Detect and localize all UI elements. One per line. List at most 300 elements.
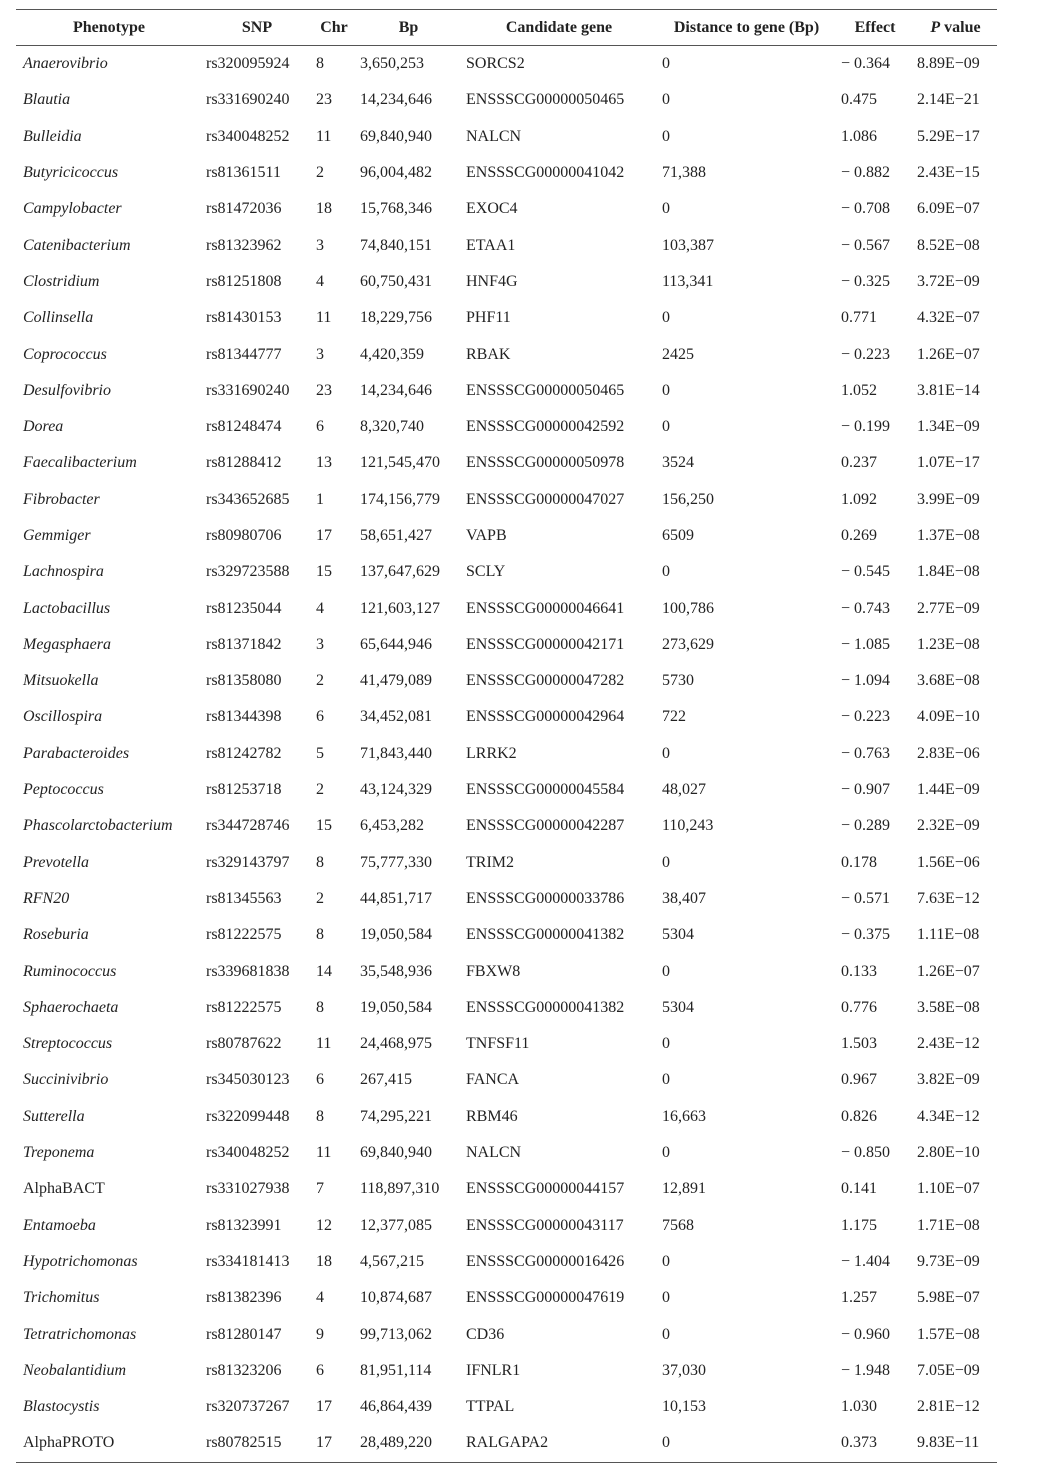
cell-effect: 1.257	[841, 1289, 877, 1307]
table-row	[16, 627, 997, 663]
cell-distance: 0	[662, 1325, 670, 1343]
table-row	[16, 1026, 997, 1062]
cell-chr: 2	[316, 781, 324, 799]
cell-chr: 17	[316, 1434, 332, 1452]
cell-chr: 15	[316, 563, 332, 581]
header-p-value	[914, 10, 997, 46]
cell-snp: rs81280147	[206, 1325, 282, 1343]
cell-candidate-gene: RBM46	[466, 1107, 518, 1125]
cell-phenotype: Entamoeba	[23, 1216, 96, 1234]
header-chr: Chr	[320, 18, 348, 36]
cell-snp: rs329723588	[206, 563, 290, 581]
cell-distance: 0	[662, 962, 670, 980]
cell-bp: 3,650,253	[360, 55, 424, 73]
cell-p-value: 1.10E−07	[917, 1180, 980, 1198]
table-row	[16, 554, 997, 590]
header-p-letter: P	[930, 18, 941, 36]
cell-distance: 0	[662, 853, 670, 871]
cell-distance: 6509	[662, 527, 694, 544]
cell-phenotype: Tetratrichomonas	[23, 1325, 137, 1343]
cell-chr: 4	[316, 272, 324, 290]
cell-chr: 6	[316, 708, 324, 726]
cell-distance: 16,663	[662, 1107, 706, 1125]
cell-snp: rs331690240	[206, 91, 290, 109]
cell-phenotype: Streptococcus	[23, 1035, 113, 1053]
cell-snp: rs81371842	[206, 635, 282, 653]
cell-candidate-gene: ENSSSCG00000041042	[466, 164, 625, 182]
cell-bp: 81,951,114	[360, 1361, 432, 1379]
cell-p-value: 3.99E−09	[917, 490, 980, 508]
cell-snp: rs81253718	[206, 781, 282, 799]
cell-phenotype: Phascolarctobacterium	[23, 817, 173, 835]
table-row	[16, 1425, 997, 1462]
table-row	[16, 191, 997, 227]
table-row	[16, 1353, 997, 1389]
cell-phenotype: Dorea	[23, 418, 64, 436]
cell-effect: − 0.289	[841, 817, 891, 835]
header-distance: Distance to gene (Bp)	[673, 18, 820, 36]
table-row	[16, 227, 997, 263]
table-row	[16, 482, 997, 518]
cell-p-value: 8.52E−08	[917, 236, 980, 254]
cell-distance: 103,387	[662, 236, 714, 254]
cell-bp: 24,468,975	[360, 1035, 432, 1053]
cell-snp: rs340048252	[206, 1144, 290, 1162]
cell-p-value: 1.84E−08	[917, 563, 980, 581]
cell-effect: − 0.960	[841, 1325, 891, 1343]
cell-bp: 174,156,779	[360, 490, 440, 508]
cell-snp: rs81323206	[206, 1361, 282, 1379]
cell-distance: 0	[662, 1144, 670, 1162]
cell-snp: rs81382396	[206, 1289, 282, 1307]
cell-p-value: 9.83E−11	[917, 1434, 980, 1452]
cell-distance: 110,243	[662, 817, 714, 835]
cell-phenotype: Anaerovibrio	[23, 55, 108, 73]
cell-p-value: 2.43E−12	[917, 1035, 980, 1053]
cell-effect: 1.086	[841, 127, 877, 145]
cell-candidate-gene: ENSSSCG00000047282	[466, 672, 625, 690]
cell-effect: 1.030	[841, 1398, 877, 1416]
cell-candidate-gene: CD36	[466, 1325, 505, 1343]
cell-candidate-gene: NALCN	[466, 127, 522, 145]
cell-phenotype: Prevotella	[23, 853, 90, 871]
cell-snp: rs81288412	[206, 454, 282, 472]
cell-effect: 0.237	[841, 454, 877, 472]
cell-p-value: 1.07E−17	[917, 454, 980, 472]
cell-distance: 2425	[662, 345, 694, 363]
cell-chr: 6	[316, 1361, 324, 1379]
cell-p-value: 6.09E−07	[917, 200, 980, 218]
cell-phenotype: Catenibacterium	[23, 236, 131, 254]
cell-p-value: 3.81E−14	[917, 381, 980, 399]
table-row	[16, 1099, 997, 1135]
cell-p-value: 2.81E−12	[917, 1398, 980, 1416]
cell-snp: rs81323962	[206, 236, 282, 254]
cell-candidate-gene: NALCN	[466, 1144, 522, 1162]
cell-distance: 0	[662, 744, 670, 762]
cell-chr: 12	[316, 1216, 332, 1234]
cell-distance: 0	[662, 563, 670, 581]
cell-effect: 1.092	[841, 490, 877, 508]
cell-candidate-gene: FANCA	[466, 1071, 520, 1089]
cell-snp: rs81248474	[206, 418, 282, 436]
cell-candidate-gene: ETAA1	[466, 236, 516, 254]
cell-snp: rs339681838	[206, 962, 290, 980]
table-row	[16, 1316, 997, 1352]
cell-p-value: 9.73E−09	[917, 1252, 980, 1270]
cell-p-value: 3.72E−09	[917, 272, 980, 290]
cell-phenotype: AlphaPROTO	[23, 1434, 115, 1452]
cell-chr: 23	[316, 381, 332, 399]
cell-distance: 3524	[662, 454, 694, 472]
cell-bp: 15,768,346	[360, 200, 432, 218]
cell-phenotype: Trichomitus	[23, 1289, 100, 1307]
cell-phenotype: Coprococcus	[23, 345, 107, 363]
cell-candidate-gene: ENSSSCG00000050978	[466, 454, 625, 472]
table-header	[16, 10, 997, 46]
cell-distance: 100,786	[662, 599, 714, 617]
cell-phenotype: Blastocystis	[23, 1398, 100, 1416]
cell-candidate-gene: ENSSSCG00000043117	[466, 1216, 624, 1234]
cell-distance: 12,891	[662, 1180, 706, 1198]
cell-effect: 0.771	[841, 309, 877, 327]
cell-snp: rs81344777	[206, 345, 282, 363]
cell-p-value: 1.23E−08	[917, 635, 980, 653]
cell-distance: 5730	[662, 672, 694, 690]
cell-chr: 8	[316, 998, 324, 1016]
cell-phenotype: Collinsella	[23, 309, 94, 327]
cell-phenotype: Gemmiger	[23, 527, 91, 544]
cell-snp: rs81235044	[206, 599, 282, 617]
cell-phenotype: Oscillospira	[23, 708, 103, 726]
cell-bp: 58,651,427	[360, 527, 432, 544]
cell-p-value: 3.82E−09	[917, 1071, 980, 1089]
cell-effect: 0.475	[841, 91, 877, 109]
cell-chr: 4	[316, 599, 324, 617]
cell-distance: 273,629	[662, 635, 714, 653]
cell-bp: 28,489,220	[360, 1434, 432, 1452]
cell-phenotype: Hypotrichomonas	[23, 1252, 138, 1270]
cell-p-value: 2.80E−10	[917, 1144, 980, 1162]
cell-bp: 8,320,740	[360, 418, 424, 436]
cell-chr: 6	[316, 418, 324, 436]
cell-distance: 38,407	[662, 889, 706, 907]
table-row	[16, 445, 997, 481]
cell-effect: 1.052	[841, 381, 877, 399]
cell-bp: 69,840,940	[360, 127, 432, 145]
header-p-rest: value	[940, 18, 981, 36]
cell-bp: 18,229,756	[360, 309, 432, 327]
cell-p-value: 8.89E−09	[917, 55, 980, 73]
cell-chr: 17	[316, 1398, 332, 1416]
cell-p-value: 3.68E−08	[917, 672, 980, 690]
cell-p-value: 1.44E−09	[917, 781, 980, 799]
cell-distance: 0	[662, 1035, 670, 1053]
cell-effect: − 0.882	[841, 164, 891, 182]
cell-candidate-gene: ENSSSCG00000042964	[466, 708, 625, 726]
cell-candidate-gene: FBXW8	[466, 962, 521, 980]
cell-p-value: 1.11E−08	[917, 926, 980, 944]
cell-snp: rs344728746	[206, 817, 290, 835]
cell-distance: 0	[662, 127, 670, 145]
cell-candidate-gene: ENSSSCG00000042171	[466, 635, 625, 653]
cell-phenotype: Lachnospira	[23, 563, 104, 581]
cell-snp: rs81472036	[206, 200, 282, 218]
cell-effect: 1.503	[841, 1035, 877, 1053]
cell-snp: rs81361511	[206, 164, 281, 182]
cell-distance: 0	[662, 1252, 670, 1270]
cell-p-value: 1.57E−08	[917, 1325, 980, 1343]
cell-chr: 3	[316, 236, 324, 254]
cell-chr: 8	[316, 1107, 324, 1125]
table-body	[16, 46, 997, 1463]
header-phenotype: Phenotype	[73, 18, 145, 36]
cell-effect: − 0.223	[841, 708, 891, 726]
table-row	[16, 373, 997, 409]
cell-p-value: 4.32E−07	[917, 309, 980, 327]
cell-effect: 0.967	[841, 1071, 877, 1089]
cell-chr: 8	[316, 853, 324, 871]
cell-distance: 0	[662, 1434, 670, 1452]
cell-effect: − 0.850	[841, 1144, 891, 1162]
cell-phenotype: Bulleidia	[23, 127, 82, 145]
table-row	[16, 1389, 997, 1425]
cell-effect: − 0.907	[841, 781, 891, 799]
cell-chr: 17	[316, 527, 332, 544]
cell-distance: 113,341	[662, 272, 714, 290]
cell-distance: 0	[662, 1289, 670, 1307]
table-row	[16, 336, 997, 372]
cell-effect: − 0.708	[841, 200, 891, 218]
cell-candidate-gene: LRRK2	[466, 744, 517, 762]
cell-distance: 0	[662, 1071, 670, 1089]
cell-bp: 267,415	[360, 1071, 412, 1089]
cell-candidate-gene: RALGAPA2	[466, 1434, 549, 1452]
cell-bp: 118,897,310	[360, 1180, 440, 1198]
cell-chr: 8	[316, 926, 324, 944]
cell-p-value: 1.26E−07	[917, 345, 980, 363]
cell-chr: 15	[316, 817, 332, 835]
cell-effect: − 1.085	[841, 635, 891, 653]
cell-effect: − 0.325	[841, 272, 891, 290]
cell-phenotype: Campylobacter	[23, 200, 122, 218]
cell-phenotype: Sutterella	[23, 1107, 85, 1125]
cell-candidate-gene: ENSSSCG00000046641	[466, 599, 625, 617]
cell-phenotype: Butyricicoccus	[23, 164, 119, 182]
cell-candidate-gene: TNFSF11	[466, 1035, 530, 1053]
cell-p-value: 3.58E−08	[917, 998, 980, 1016]
table-row	[16, 772, 997, 808]
table-row	[16, 1208, 997, 1244]
cell-snp: rs81430153	[206, 309, 282, 327]
cell-chr: 18	[316, 1252, 332, 1270]
cell-chr: 7	[316, 1180, 324, 1198]
cell-p-value: 2.77E−09	[917, 599, 980, 617]
cell-snp: rs81323991	[206, 1216, 282, 1234]
table-row	[16, 1135, 997, 1171]
cell-candidate-gene: ENSSSCG00000044157	[466, 1180, 625, 1198]
cell-snp: rs81222575	[206, 926, 282, 944]
cell-candidate-gene: ENSSSCG00000047619	[466, 1289, 625, 1307]
cell-phenotype: Blautia	[23, 91, 71, 109]
table-row	[16, 1280, 997, 1316]
cell-bp: 34,452,081	[360, 708, 432, 726]
cell-bp: 43,124,329	[360, 781, 432, 799]
cell-snp: rs345030123	[206, 1071, 290, 1089]
cell-effect: − 0.571	[841, 889, 891, 907]
cell-snp: rs80980706	[206, 527, 282, 544]
cell-phenotype: Clostridium	[23, 272, 100, 290]
table-row	[16, 663, 997, 699]
cell-snp: rs340048252	[206, 127, 290, 145]
cell-bp: 74,840,151	[360, 236, 432, 254]
cell-bp: 19,050,584	[360, 926, 432, 944]
cell-bp: 41,479,089	[360, 672, 432, 690]
cell-snp: rs343652685	[206, 490, 290, 508]
cell-bp: 121,603,127	[360, 599, 440, 617]
cell-snp: rs80782515	[206, 1434, 282, 1452]
cell-bp: 44,851,717	[360, 889, 432, 907]
cell-chr: 4	[316, 1289, 324, 1307]
cell-effect: − 1.404	[841, 1252, 891, 1270]
cell-effect: − 0.567	[841, 236, 891, 254]
table-row	[16, 736, 997, 772]
cell-effect: − 0.199	[841, 418, 891, 436]
cell-p-value: 1.34E−09	[917, 418, 980, 436]
cell-phenotype: RFN20	[23, 889, 70, 907]
cell-p-value: 4.09E−10	[917, 708, 980, 726]
cell-distance: 5304	[662, 998, 694, 1016]
table-row	[16, 82, 997, 118]
cell-chr: 11	[316, 1144, 332, 1162]
table-row	[16, 845, 997, 881]
cell-candidate-gene: ENSSSCG00000050465	[466, 91, 625, 109]
header-candidate-gene: Candidate gene	[505, 18, 613, 36]
cell-distance: 0	[662, 55, 670, 73]
cell-phenotype: Mitsuokella	[23, 672, 99, 690]
cell-bp: 99,713,062	[360, 1325, 432, 1343]
table-row	[16, 155, 997, 191]
cell-p-value: 7.05E−09	[917, 1361, 980, 1379]
cell-candidate-gene: IFNLR1	[466, 1361, 521, 1379]
cell-distance: 7568	[662, 1216, 694, 1234]
cell-candidate-gene: ENSSSCG00000047027	[466, 490, 625, 508]
cell-bp: 35,548,936	[360, 962, 432, 980]
cell-effect: − 0.545	[841, 563, 891, 581]
cell-chr: 11	[316, 1035, 332, 1053]
table-row	[16, 881, 997, 917]
cell-effect: − 0.375	[841, 926, 891, 944]
cell-candidate-gene: SORCS2	[466, 55, 525, 73]
cell-bp: 74,295,221	[360, 1107, 432, 1125]
cell-bp: 46,864,439	[360, 1398, 432, 1416]
table-row	[16, 1244, 997, 1280]
cell-effect: 0.373	[841, 1434, 877, 1452]
cell-effect: − 1.948	[841, 1361, 891, 1379]
cell-distance: 71,388	[662, 164, 706, 182]
cell-bp: 121,545,470	[360, 454, 440, 472]
table-row	[16, 953, 997, 989]
cell-phenotype: Neobalantidium	[23, 1361, 127, 1379]
cell-effect: − 0.763	[841, 744, 891, 762]
cell-p-value: 2.83E−06	[917, 744, 980, 762]
cell-chr: 9	[316, 1325, 324, 1343]
cell-candidate-gene: SCLY	[466, 563, 506, 581]
cell-p-value: 2.32E−09	[917, 817, 980, 835]
cell-snp: rs81344398	[206, 708, 282, 726]
table-row	[16, 699, 997, 735]
cell-candidate-gene: ENSSSCG00000050465	[466, 381, 625, 399]
cell-effect: 0.133	[841, 962, 877, 980]
cell-distance: 156,250	[662, 490, 714, 508]
cell-snp: rs81242782	[206, 744, 282, 762]
cell-bp: 19,050,584	[360, 998, 432, 1016]
table-row	[16, 990, 997, 1026]
cell-phenotype: Megasphaera	[23, 635, 111, 653]
cell-bp: 6,453,282	[360, 817, 424, 835]
cell-effect: − 0.743	[841, 599, 891, 617]
gwas-results-table	[16, 9, 997, 1463]
cell-bp: 71,843,440	[360, 744, 432, 762]
cell-chr: 3	[316, 635, 324, 653]
cell-phenotype: Parabacteroides	[23, 744, 130, 762]
table-row	[16, 46, 997, 83]
table-row	[16, 119, 997, 155]
cell-chr: 3	[316, 345, 324, 363]
cell-distance: 10,153	[662, 1398, 706, 1416]
cell-snp: rs81222575	[206, 998, 282, 1016]
cell-bp: 12,377,085	[360, 1216, 432, 1234]
cell-candidate-gene: ENSSSCG00000033786	[466, 889, 625, 907]
cell-snp: rs331690240	[206, 381, 290, 399]
cell-snp: rs81251808	[206, 272, 282, 290]
cell-candidate-gene: HNF4G	[466, 272, 518, 290]
cell-distance: 722	[662, 708, 686, 726]
cell-candidate-gene: ENSSSCG00000041382	[466, 998, 625, 1016]
cell-snp: rs81358080	[206, 672, 282, 690]
cell-phenotype: Succinivibrio	[23, 1071, 109, 1089]
cell-chr: 8	[316, 55, 324, 73]
cell-effect: 0.178	[841, 853, 877, 871]
cell-bp: 4,420,359	[360, 345, 424, 363]
cell-p-value: 1.71E−08	[917, 1216, 980, 1234]
cell-chr: 11	[316, 309, 332, 327]
cell-effect: 0.776	[841, 998, 877, 1016]
cell-effect: 0.269	[841, 527, 877, 544]
cell-snp: rs331027938	[206, 1180, 290, 1198]
cell-phenotype: Faecalibacterium	[23, 454, 137, 472]
cell-bp: 10,874,687	[360, 1289, 432, 1307]
cell-p-value: 5.29E−17	[917, 127, 980, 145]
cell-bp: 69,840,940	[360, 1144, 432, 1162]
cell-effect: 0.826	[841, 1107, 877, 1125]
cell-distance: 0	[662, 309, 670, 327]
cell-distance: 5304	[662, 926, 694, 944]
cell-bp: 4,567,215	[360, 1252, 424, 1270]
header-snp: SNP	[241, 18, 273, 36]
cell-phenotype: AlphaBACT	[23, 1180, 105, 1198]
table-row	[16, 409, 997, 445]
table-row	[16, 590, 997, 626]
table-row	[16, 300, 997, 336]
cell-chr: 2	[316, 164, 324, 182]
cell-snp: rs80787622	[206, 1035, 282, 1053]
cell-bp: 75,777,330	[360, 853, 432, 871]
table-row	[16, 1171, 997, 1207]
cell-candidate-gene: EXOC4	[466, 200, 518, 218]
cell-chr: 5	[316, 744, 324, 762]
cell-chr: 13	[316, 454, 332, 472]
